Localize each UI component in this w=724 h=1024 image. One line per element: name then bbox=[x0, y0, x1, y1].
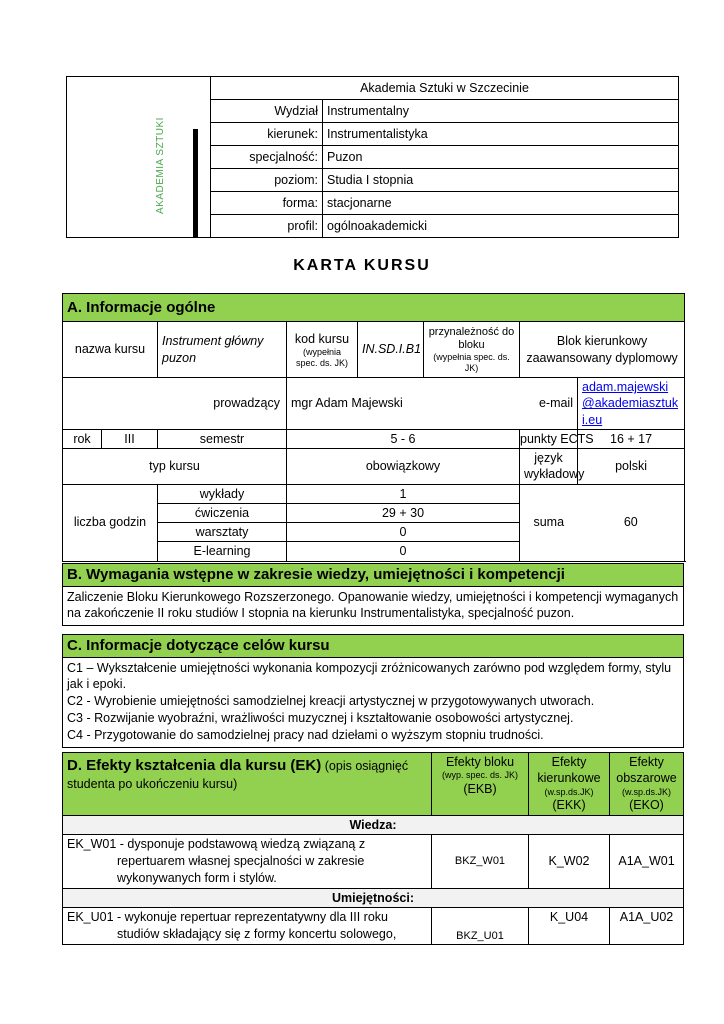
section-c-body bbox=[63, 657, 684, 747]
rok-label: rok bbox=[63, 429, 102, 448]
section-d-table bbox=[62, 752, 684, 945]
semestr-label: semestr bbox=[158, 429, 287, 448]
elearning-value: 0 bbox=[287, 542, 520, 561]
eko-header bbox=[610, 753, 684, 816]
wydzial-label: Wydział bbox=[211, 100, 323, 123]
ek-u01-line1: EK_U01 - wykonuje repertuar reprezentatywny dla III roku bbox=[67, 910, 388, 925]
ek-u01-line2: studiów składający się z formy koncertu solowego, bbox=[117, 927, 397, 941]
wiedza-header: Wiedza: bbox=[63, 816, 684, 835]
ects-label: punkty ECTS bbox=[520, 429, 578, 448]
wydzial-value: Instrumentalny bbox=[323, 100, 679, 123]
ek-u01-ekk: K_U04 bbox=[529, 908, 610, 945]
ekb-header-label: Efekty bloku bbox=[445, 755, 515, 769]
page-title: KARTA KURSU bbox=[293, 257, 431, 274]
goal-c1: C1 – Wykształcenie umiejętności wykonania kompozycji zróżnicowanych zarówno pod względem formy, stylu jak i epoki. bbox=[67, 660, 672, 692]
profil-label: profil: bbox=[211, 215, 323, 238]
header-table bbox=[66, 76, 679, 238]
ek-w01-desc bbox=[63, 835, 432, 889]
prowadzacy-value: mgr Adam Majewski bbox=[287, 378, 520, 430]
kierunek-label: kierunek: bbox=[211, 123, 323, 146]
section-b-table bbox=[62, 563, 684, 626]
kod-kursu-label: kod kursu bbox=[294, 332, 350, 347]
forma-label: forma: bbox=[211, 192, 323, 215]
section-b-text: Zaliczenie Bloku Kierunkowego Rozszerzonego. Opanowanie wiedzy, umiejętności i kompetencji wymaganych na zakończenie II roku studiów I stopnia na kierunku Instrumentalistyka, specjalność puzon. bbox=[63, 586, 684, 626]
logo-text: AKADEMIA SZTUKI bbox=[155, 117, 166, 214]
semestr-value: 5 - 6 bbox=[287, 429, 520, 448]
goal-c2: C2 - Wyrobienie umiejętności samodzielnej kreacji artystycznej w przygotowywanych utworach. bbox=[67, 694, 595, 709]
liczba-godzin-label: liczba godzin bbox=[63, 484, 158, 561]
goal-c3: C3 - Rozwijanie wyobraźni, wrażliwości muzycznej i kształtowanie osobowości artystycznej. bbox=[67, 711, 574, 726]
suma-value: 60 bbox=[578, 484, 685, 561]
wyklady-value: 1 bbox=[287, 484, 520, 503]
rok-value: III bbox=[102, 429, 158, 448]
section-d-subtitle: (opis osiągnięć studenta po ukończeniu kursu) bbox=[67, 759, 409, 791]
kod-kursu-note: (wypełnia spec. ds. JK) bbox=[295, 347, 349, 368]
logo-cell bbox=[67, 77, 211, 238]
goal-c4: C4 - Przygotowanie do samodzielnej pracy nad dziełami o wyższym stopniu trudności. bbox=[67, 728, 544, 742]
kod-kursu-value: IN.SD.I.B1 bbox=[358, 322, 424, 378]
eko-header-code: (EKO) bbox=[629, 797, 664, 812]
typ-kursu-value: obowiązkowy bbox=[287, 449, 520, 485]
nazwa-kursu-value: Instrument główny puzon bbox=[158, 322, 287, 378]
ek-w01-ekk: K_W02 bbox=[529, 835, 610, 889]
ek-u01-eko: A1A_U02 bbox=[610, 908, 684, 945]
ects-value: 16 + 17 bbox=[578, 429, 685, 448]
warsztaty-label: warsztaty bbox=[158, 523, 287, 542]
kierunek-value: Instrumentalistyka bbox=[323, 123, 679, 146]
ek-u01-ekb: BKZ_U01 bbox=[432, 908, 529, 945]
elearning-label: E-learning bbox=[158, 542, 287, 561]
umiejetnosci-header: Umiejętności: bbox=[63, 888, 684, 907]
ek-w01-ekb: BKZ_W01 bbox=[432, 835, 529, 889]
kod-kursu-cell bbox=[287, 322, 358, 378]
ekk-header-code: (EKK) bbox=[552, 797, 586, 812]
przynaleznosc-cell bbox=[424, 322, 520, 378]
jezyk-value: polski bbox=[578, 449, 685, 485]
ekk-header bbox=[529, 753, 610, 816]
ekb-header bbox=[432, 753, 529, 816]
section-c-title: C. Informacje dotyczące celów kursu bbox=[63, 635, 684, 658]
poziom-value: Studia I stopnia bbox=[323, 169, 679, 192]
ek-w01-eko: A1A_W01 bbox=[610, 835, 684, 889]
jezyk-label: język wykładowy bbox=[520, 449, 578, 485]
ekb-header-note: (wyp. spec. ds. JK) bbox=[441, 770, 519, 781]
profil-value: ogólnoakademicki bbox=[323, 215, 679, 238]
wyklady-label: wykłady bbox=[158, 484, 287, 503]
specjalnosc-value: Puzon bbox=[323, 146, 679, 169]
typ-kursu-label: typ kursu bbox=[63, 449, 287, 485]
ek-u01-desc bbox=[63, 908, 432, 945]
section-c-table bbox=[62, 634, 684, 748]
nazwa-kursu-label: nazwa kursu bbox=[63, 322, 158, 378]
institution-name: Akademia Sztuki w Szczecinie bbox=[211, 77, 679, 100]
email-link[interactable]: adam.majewski@akademiasztuki.eu bbox=[582, 380, 679, 427]
forma-value: stacjonarne bbox=[323, 192, 679, 215]
section-a-table bbox=[62, 293, 685, 562]
suma-label: suma bbox=[520, 484, 578, 561]
eko-header-note: (w.sp.ds.JK) bbox=[621, 786, 671, 797]
section-d-title: D. Efekty kształcenia dla kursu (EK) bbox=[67, 757, 322, 774]
eko-header-label: Efekty obszarowe bbox=[616, 755, 677, 786]
warsztaty-value: 0 bbox=[287, 523, 520, 542]
email-label: e-mail bbox=[520, 378, 578, 430]
section-d-title-cell bbox=[63, 753, 432, 816]
ek-w01-line1: EK_W01 - dysponuje podstawową wiedzą związaną z bbox=[67, 837, 366, 852]
przynaleznosc-note: (wypełnia spec. ds. JK) bbox=[433, 352, 510, 373]
ekb-header-code: (EKB) bbox=[463, 781, 497, 796]
poziom-label: poziom: bbox=[211, 169, 323, 192]
section-a-title: A. Informacje ogólne bbox=[63, 294, 685, 322]
ek-w01-line2: repertuarem własnej specjalności w zakresie bbox=[117, 854, 365, 869]
przynaleznosc-label: przynależność do bloku bbox=[428, 325, 515, 352]
ekk-header-label: Efekty kierunkowe bbox=[537, 755, 601, 786]
specjalnosc-label: specjalność: bbox=[211, 146, 323, 169]
blok-value: Blok kierunkowy zaawansowany dyplomowy bbox=[520, 322, 685, 378]
section-b-title: B. Wymagania wstępne w zakresie wiedzy, umiejętności i kompetencji bbox=[63, 564, 684, 587]
ekk-header-note: (w.sp.ds.JK) bbox=[544, 786, 594, 797]
academy-logo-icon bbox=[67, 77, 211, 237]
prowadzacy-label: prowadzący bbox=[63, 378, 287, 430]
ek-w01-line3: wykonywanych form i stylów. bbox=[117, 871, 277, 885]
cwiczenia-value: 29 + 30 bbox=[287, 503, 520, 522]
cwiczenia-label: ćwiczenia bbox=[158, 503, 287, 522]
email-cell bbox=[578, 378, 685, 430]
